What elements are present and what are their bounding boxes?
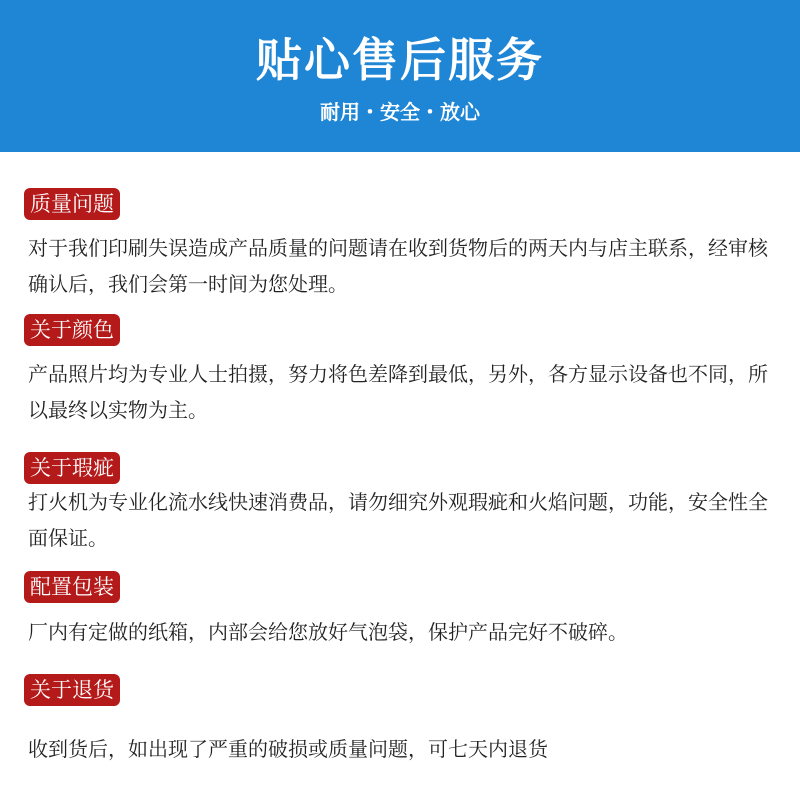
section-text: 产品照片均为专业人士拍摄，努力将色差降到最低，另外，各方显示设备也不同，所以最终以实物为主。 (28, 362, 768, 422)
section-text: 打火机为专业化流水线快速消费品，请勿细究外观瑕疵和火焰问题，功能，安全性全面保证。 (28, 490, 768, 550)
page-title: 贴心售后服务 (256, 33, 544, 87)
page-subtitle: 耐用・安全・放心 (320, 100, 480, 124)
header-banner (0, 0, 800, 152)
section-tag: 关于退货 (24, 674, 120, 706)
section-text: 厂内有定做的纸箱，内部会给您放好气泡袋，保护产品完好不破碎。 (28, 620, 628, 644)
section-tag: 关于瑕疵 (24, 452, 120, 484)
section-tag: 配置包装 (24, 571, 120, 603)
section-text: 收到货后，如出现了严重的破损或质量问题，可七天内退货 (28, 737, 548, 761)
section-text: 对于我们印刷失误造成产品质量的问题请在收到货物后的两天内与店主联系，经审核确认后，我们会第一时间为您处理。 (28, 236, 768, 296)
section-tag: 关于颜色 (24, 314, 120, 346)
section-tag: 质量问题 (24, 188, 120, 220)
